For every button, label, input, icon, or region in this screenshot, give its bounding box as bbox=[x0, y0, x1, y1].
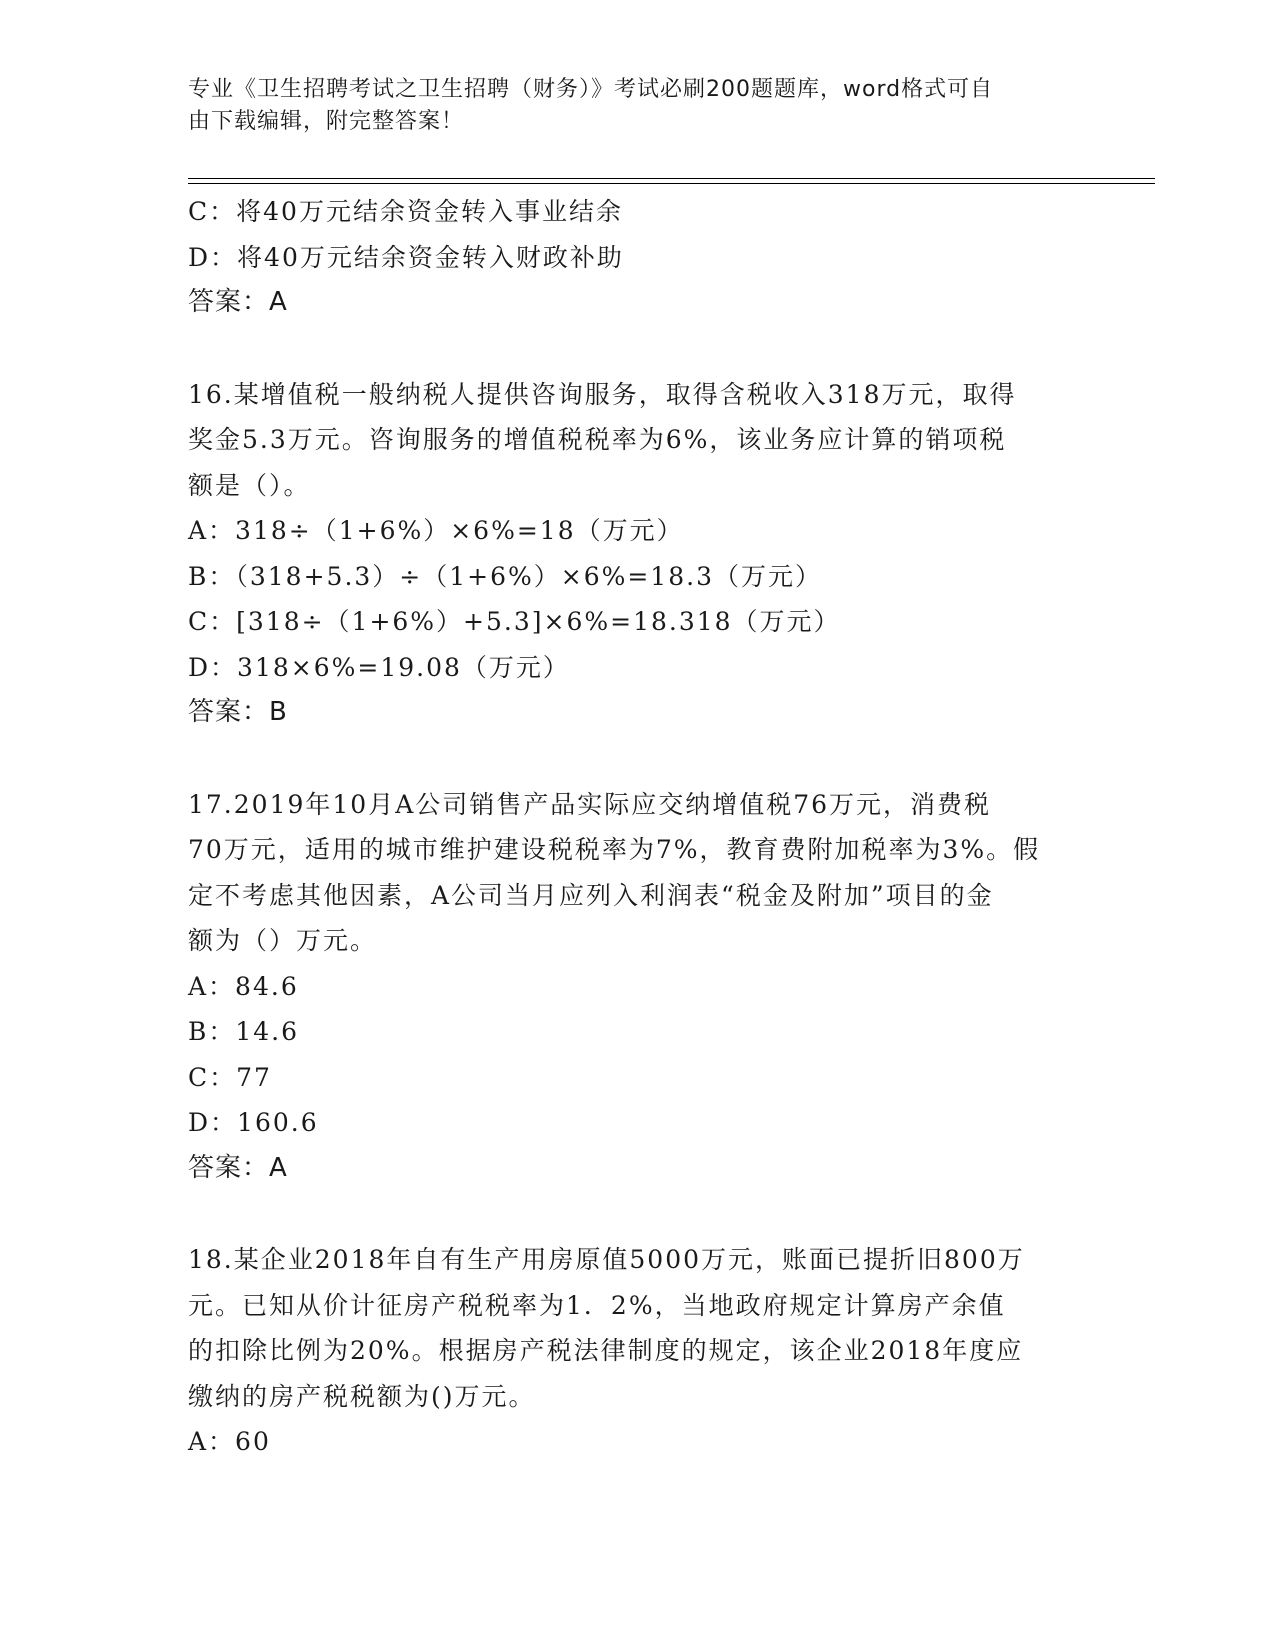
question-text-line: 元。已知从价计征房产税税率为1．2%，当地政府规定计算房产余值 bbox=[188, 1290, 1006, 1320]
option-d: D：160.6 bbox=[188, 1108, 319, 1137]
spacer bbox=[188, 326, 1088, 372]
question-16 bbox=[188, 372, 1088, 736]
option-b: B：14.6 bbox=[188, 1017, 300, 1046]
option-c: C：将40万元结余资金转入事业结余 bbox=[188, 197, 623, 226]
option-c: C：77 bbox=[188, 1062, 272, 1092]
spacer bbox=[188, 736, 1088, 782]
question-text-line: 18.某企业2018年自有生产用房原值5000万元，账面已提折旧800万 bbox=[188, 1245, 1025, 1274]
question-text-line: 额为（）万元。 bbox=[188, 926, 378, 955]
option-b: B：（318+5.3）÷（1+6%）×6%=18.3（万元） bbox=[188, 561, 822, 591]
question-15-tail bbox=[188, 189, 1088, 326]
answer-line: 答案：A bbox=[188, 287, 288, 317]
question-text-line: 16.某增值税一般纳税人提供咨询服务，取得含税收入318万元，取得 bbox=[188, 379, 1017, 409]
option-d: D：318×6%=19.08（万元） bbox=[188, 652, 570, 682]
question-text-line: 奖金5.3万元。咨询服务的增值税税率为6%，该业务应计算的销项税 bbox=[188, 425, 1007, 454]
question-text-line: 缴纳的房产税税额为()万元。 bbox=[188, 1381, 536, 1411]
question-18 bbox=[188, 1237, 1088, 1465]
question-text-line: 70万元，适用的城市维护建设税税率为7%，教育费附加税率为3%。假 bbox=[188, 835, 1041, 864]
header-divider-bottom bbox=[188, 183, 1155, 184]
header-divider-top bbox=[188, 178, 1155, 179]
option-c: C：[318÷（1+6%）+5.3]×6%=18.318（万元） bbox=[188, 607, 841, 636]
question-text-line: 17.2019年10月A公司销售产品实际应交纳增值税76万元，消费税 bbox=[188, 789, 992, 819]
spacer bbox=[188, 1191, 1088, 1237]
document-body bbox=[188, 189, 1088, 1465]
question-text-line: 定不考虑其他因素，A公司当月应列入利润表“税金及附加”项目的金 bbox=[188, 880, 994, 910]
answer-line: 答案：A bbox=[188, 1152, 288, 1183]
question-text-line: 的扣除比例为20%。根据房产税法律制度的规定，该企业2018年度应 bbox=[188, 1336, 1024, 1365]
option-a: A：318÷（1+6%）×6%=18（万元） bbox=[188, 516, 684, 545]
question-17 bbox=[188, 782, 1088, 1192]
option-a: A：84.6 bbox=[188, 971, 299, 1001]
option-a: A：60 bbox=[188, 1427, 271, 1456]
question-text-line: 额是（）。 bbox=[188, 470, 311, 500]
header-line-2: 由下载编辑，附完整答案！ bbox=[188, 109, 465, 134]
header-line-1: 专业《卫生招聘考试之卫生招聘（财务）》考试必刷200题题库，word格式可自 bbox=[188, 77, 994, 102]
option-d: D：将40万元结余资金转入财政补助 bbox=[188, 242, 624, 272]
answer-line: 答案：B bbox=[188, 697, 288, 727]
document-header bbox=[188, 74, 1068, 138]
